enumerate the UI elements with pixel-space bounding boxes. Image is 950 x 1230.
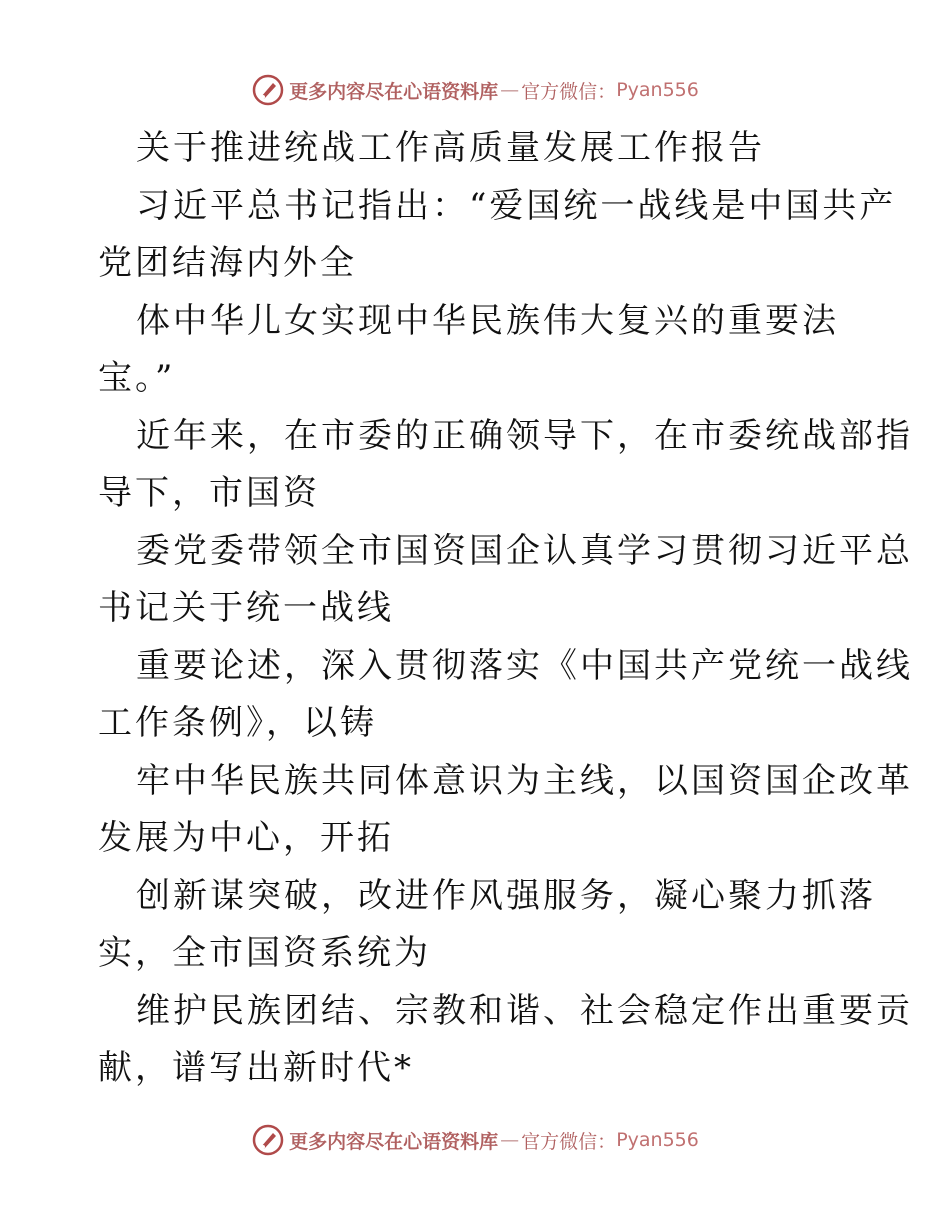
watermark-wechat-label: 官方微信： [521,1130,617,1153]
watermark-text: 更多内容尽在心语资料库 [289,1130,499,1153]
watermark-wechat-label: 官方微信： [521,80,617,103]
paragraph-line: 重要论述，深入贯彻落实《中国共产党统一战线 [136,646,913,686]
paragraph-line: 维护民族团结、宗教和谐、社会稳定作出重要贡 [136,991,913,1031]
paragraph-line: 献，谱写出新时代* [98,1048,414,1088]
paragraph-line: 牢中华民族共同体意识为主线，以国资国企改革 [136,761,913,801]
paragraph-line: 习近平总书记指出：“爱国统一战线是中国共产 [136,186,897,226]
footer-watermark [0,1122,950,1158]
paragraph-line: 体中华儿女实现中华民族伟大复兴的重要法 [136,301,839,341]
paragraph-line: 发展为中心，开拓 [98,818,394,858]
paragraph-line: 工作条例》，以铸 [98,703,377,743]
paragraph-line: 宝。” [98,358,176,398]
paragraph-line: 实，全市国资系统为 [98,933,431,973]
watermark-separator: — [500,1129,520,1151]
watermark-text: 更多内容尽在心语资料库 [289,80,499,103]
watermark-handle: Pyan556 [616,1129,699,1151]
watermark-separator: — [500,79,520,101]
paragraph-line: 党团结海内外全 [98,243,357,283]
watermark-handle: Pyan556 [616,79,699,101]
paragraph-line: 近年来，在市委的正确领导下，在市委统战部指 [136,416,913,456]
paragraph-line: 导下，市国资 [98,473,320,513]
header-watermark [0,72,950,108]
pen-nib-icon [251,1123,285,1157]
document-title: 关于推进统战工作高质量发展工作报告 [136,128,765,168]
paragraph-line: 创新谋突破，改进作风强服务，凝心聚力抓落 [136,876,876,916]
pen-nib-icon [251,73,285,107]
paragraph-line: 书记关于统一战线 [98,588,394,628]
paragraph-line: 委党委带领全市国资国企认真学习贯彻习近平总 [136,531,913,571]
